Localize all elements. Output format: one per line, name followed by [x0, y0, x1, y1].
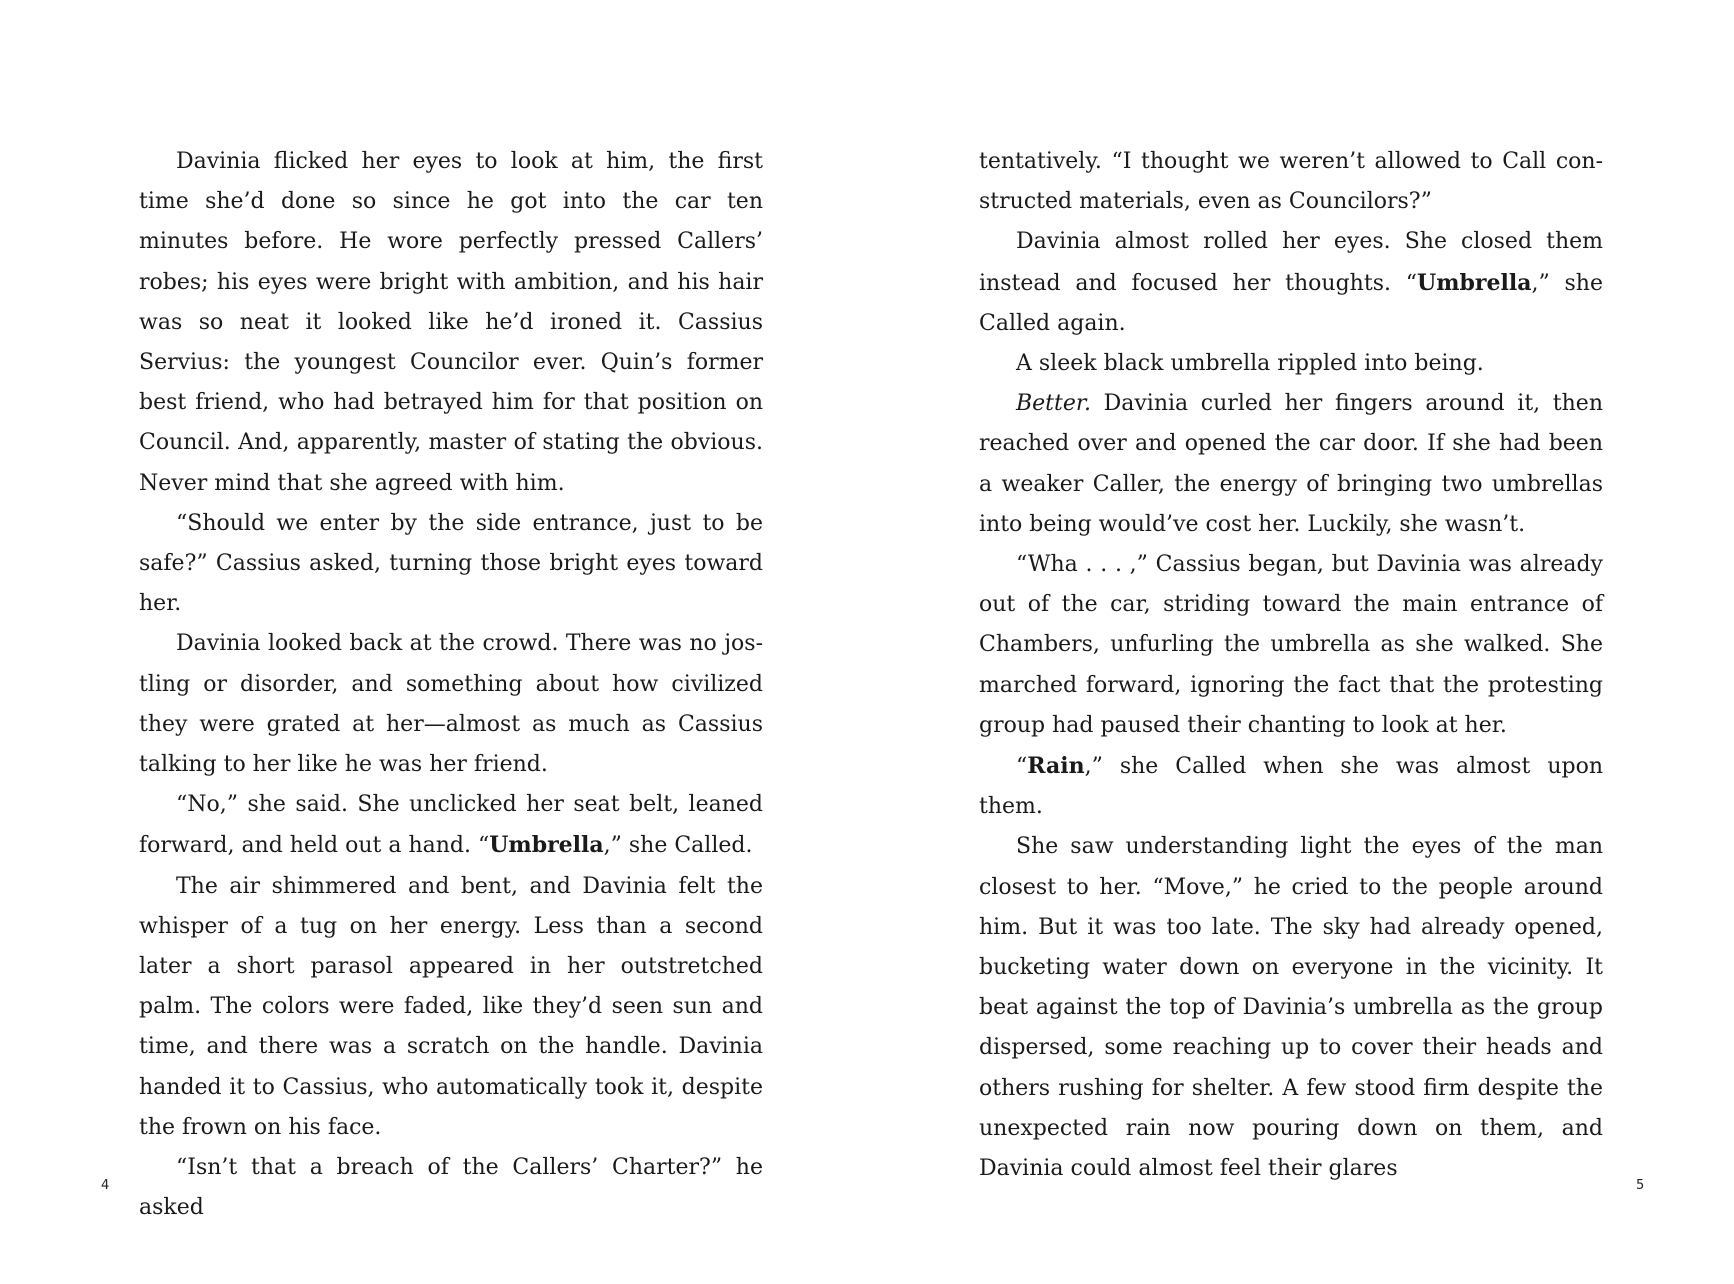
right-text-column [979, 142, 1603, 1189]
paragraph [139, 624, 763, 785]
text-run: tentatively. “I thought we weren’t allowed to Call constructed materials, even as Councilors?” [979, 149, 1603, 215]
right-page [867, 0, 1734, 1284]
paragraph [139, 504, 763, 625]
paragraph [139, 867, 763, 1148]
paragraph [979, 545, 1603, 746]
text-run: ,” she Called again. [979, 270, 1603, 336]
left-text-column [139, 142, 763, 1228]
bold-text: Rain [1027, 753, 1085, 780]
bold-text: Umbrella [1417, 269, 1532, 296]
text-run: Davinia curled her fingers around it, then reached over and opened the car door. If she had been a weaker Caller, the energy of bringing two umbrellas into being would’ve cost her. Luckily, she wasn’t. [979, 391, 1603, 537]
paragraph [979, 827, 1603, 1189]
page-number: 5 [1636, 1178, 1645, 1193]
text-run: She saw understanding light the eyes of the man closest to her. “Move,” he cried to the people around him. But it was too late. The sky had already opened, bucketing water down on everyone in the vicinity. It beat against the top of Davinia’s umbrella as the group dispersed, some reaching up to cover their heads and others rushing for shelter. A few stood firm despite the unexpected rain now pouring down on them, and Davinia could almost feel their glares [979, 834, 1603, 1182]
text-run: Davinia flicked her eyes to look at him, the first time she’d done so since he got into the car ten minutes before. He wore perfectly pressed Callers’ robes; his eyes were bright with ambition, and his hair was so neat it looked like he’d ironed it. Cassius Servius: the youngest Councilor ever. Quin’s former best friend, who had betrayed him for that position on Council. And, apparently, master of stating the obvious. Never mind that she agreed with him. [139, 149, 763, 496]
text-run: ,” she Called when she was almost upon them. [979, 754, 1603, 820]
text-run: “Wha . . . ,” Cassius began, but Davinia was already out of the car, striding toward the main entrance of Chambers, unfurling the umbrella as she walked. She marched forward, ignoring the fact that the protesting group had paused their chanting to look at her. [979, 552, 1603, 738]
paragraph [979, 746, 1603, 827]
text-run: Davinia looked back at the crowd. There was no jostling or disorder, and something about how civilized they were grated at her—almost as much as Cassius talking to her like he was her friend. [139, 631, 763, 778]
text-run: A sleek black umbrella rippled into being. [1016, 351, 1484, 377]
text-run: ,” she Called. [603, 833, 753, 859]
italic-text: Better. [1016, 391, 1091, 417]
paragraph [979, 384, 1603, 545]
text-run: “No,” she said. She unclicked her seat belt, leaned forward, and held out a hand. “ [139, 792, 763, 859]
paragraph [979, 142, 1603, 222]
text-run: Davinia almost rolled her eyes. She closed them instead and focused her thoughts. “ [979, 229, 1603, 296]
paragraph [979, 344, 1603, 384]
text-run: The air shimmered and bent, and Davinia felt the whisper of a tug on her energy. Less than a second later a short parasol appeared in her outstretched palm. The colors were faded, like they’d seen sun and time, and there was a scratch on the handle. Davinia handed it to Cassius, who automatically took it, despite the frown on his face. [139, 873, 763, 1140]
bold-text: Umbrella [489, 832, 604, 859]
text-run: “Isn’t that a breach of the Callers’ Charter?” he asked [139, 1155, 763, 1221]
paragraph [139, 785, 763, 866]
paragraph [139, 1148, 763, 1228]
paragraph [979, 222, 1603, 344]
paragraph [139, 142, 763, 504]
text-run: “ [1016, 754, 1028, 780]
text-run: “Should we enter by the side entrance, just to be safe?” Cassius asked, turning those bright eyes toward her. [139, 510, 763, 617]
page-number: 4 [101, 1178, 110, 1193]
